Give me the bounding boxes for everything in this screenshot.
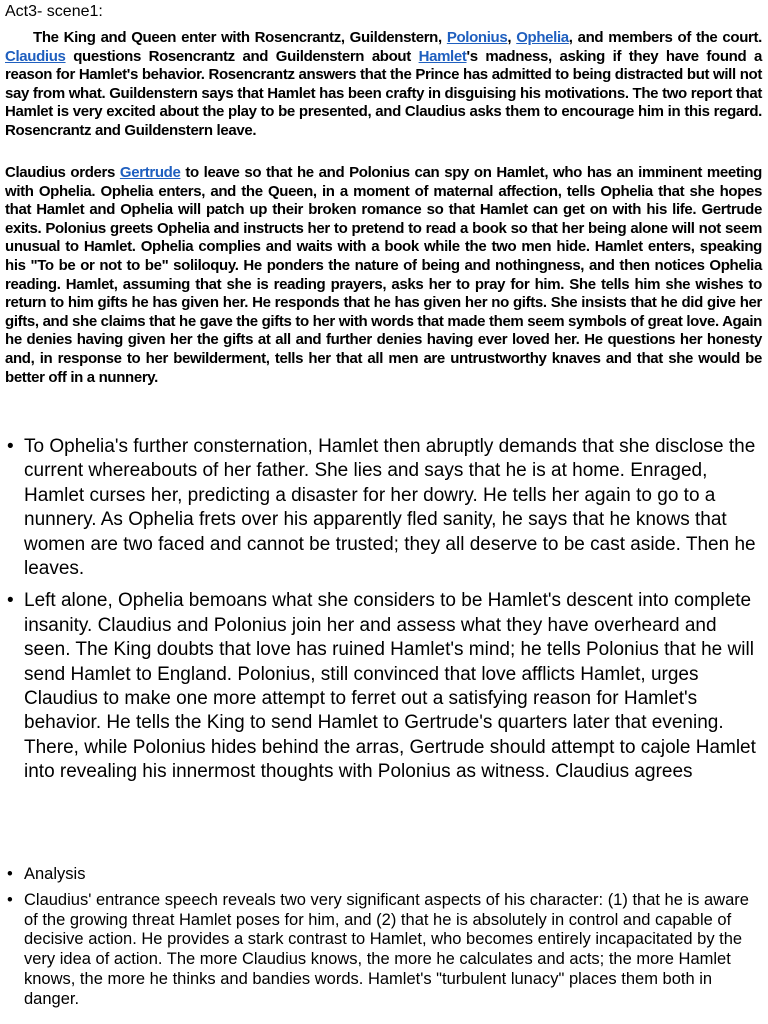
p1-text-4: questions Rosencrantz and Guildenstern about <box>65 47 419 65</box>
list-item <box>5 891 762 1010</box>
bullet-list-large <box>5 435 762 793</box>
p1-text-5: 's madness, asking if they have found a reason for Hamlet's behavior. Rosencrantz answers that the Prince has admitted to being distracted but will not say from what. Guildenstern says that Hamlet has been crafty in disguising his motivations. The two report that Hamlet is very excited about the play to be presented, and Claudius asks them to encourage him in this regard. Rosencrantz and Guildenstern leave. <box>5 47 762 139</box>
bullet-text: Left alone, Ophelia bemoans what she considers to be Hamlet's descent into complete insanity. Claudius and Polonius join her and assess what they have overheard and seen. The King doubts that love has ruined Hamlet's mind; he tells Polonius that he will send Hamlet to England. Polonius, still convinced that love afflicts Hamlet, urges Claudius to make one more attempt to ferret out a satisfying reason for Hamlet's behavior. He tells the King to send Hamlet to Gertrude's quarters later that evening. There, while Polonius hides behind the arras, Gertrude should attempt to cajole Hamlet into revealing his innermost thoughts with Polonius as witness. Claudius agrees <box>24 590 756 783</box>
p1-text-2: , <box>507 29 517 46</box>
p2-text-2: to leave so that he and Polonius can spy on Hamlet, who has an imminent meeting with Ophelia. Ophelia enters, and the Queen, in a moment of maternal affection, tells Ophelia that she hopes that Hamlet and Ophelia will patch up their broken romance so that Hamlet can get on with his life. Gertrude exits. Polonius greets Ophelia and instructs her to pretend to read a book so that her being alone will not seem unusual to Hamlet. Ophelia complies and waits with a book while the two men hide. Hamlet enters, speaking his "To be or not to be" soliloquy. He ponders the nature of being and nothingness, and then notices Ophelia reading. Hamlet, assuming that she is reading prayers, asks her to pray for him. She tells him she wishes to return to him gifts he has given her. He responds that he has given her no gifts. She insists that he did give her gifts, and she claims that he gave the gifts to her with words that made them seem symbols of great love. Again he denies having given her the gifts at all and further denies having ever loved her. He questions her honesty and, in response to her bewilderment, tells her that all men are untrustworthy knaves and that she would be better off in a nunnery. <box>5 164 762 386</box>
ophelia-link[interactable]: Ophelia <box>516 29 569 46</box>
p2-text-1: Claudius orders <box>5 164 120 181</box>
bullet-icon: • <box>7 436 14 457</box>
bullet-list-analysis <box>5 865 762 1016</box>
p1-text-1: The King and Queen enter with Rosencrantz, Guildenstern, <box>33 29 447 46</box>
polonius-link[interactable]: Polonius <box>446 29 508 46</box>
bullet-text: To Ophelia's further consternation, Hamlet then abruptly demands that she disclose the current whereabouts of her father. She lies and says that he is at home. Enraged, Hamlet curses her, predicting a disaster for her dowry. He tells her again to go to a nunnery. As Ophelia frets over his apparently fled sanity, he says that he knows that women are two faced and cannot be trusted; they all deserve to be cast aside. Then he leaves. <box>24 436 756 580</box>
scene-heading: Act3- scene1: <box>5 3 103 20</box>
summary-paragraph-2 <box>5 164 762 387</box>
list-item <box>5 435 762 581</box>
gertrude-link[interactable]: Gertrude <box>119 164 181 181</box>
analysis-heading: Analysis <box>24 865 86 883</box>
p1-text-3: , and members of the court. <box>568 29 763 46</box>
bullet-icon: • <box>7 890 13 909</box>
list-item <box>5 589 762 784</box>
list-item <box>5 865 762 885</box>
bullet-text: Claudius' entrance speech reveals two very significant aspects of his character: (1) that he is aware of the growing threat Hamlet poses for him, and (2) that he is absolutely in control and capable of decisive action. He provides a stark contrast to Hamlet, who becomes entirely incapacitated by the very idea of action. The more Claudius knows, the more he calculates and acts; the more Hamlet knows, the more he thinks and bandies words. Hamlet's "turbulent lunacy" places them both in danger. <box>24 890 749 1008</box>
bullet-icon: • <box>7 865 13 883</box>
hamlet-link[interactable]: Hamlet <box>418 47 467 65</box>
bullet-icon: • <box>7 590 14 612</box>
claudius-link[interactable]: Claudius <box>5 47 66 65</box>
summary-paragraph-1 <box>5 29 762 141</box>
